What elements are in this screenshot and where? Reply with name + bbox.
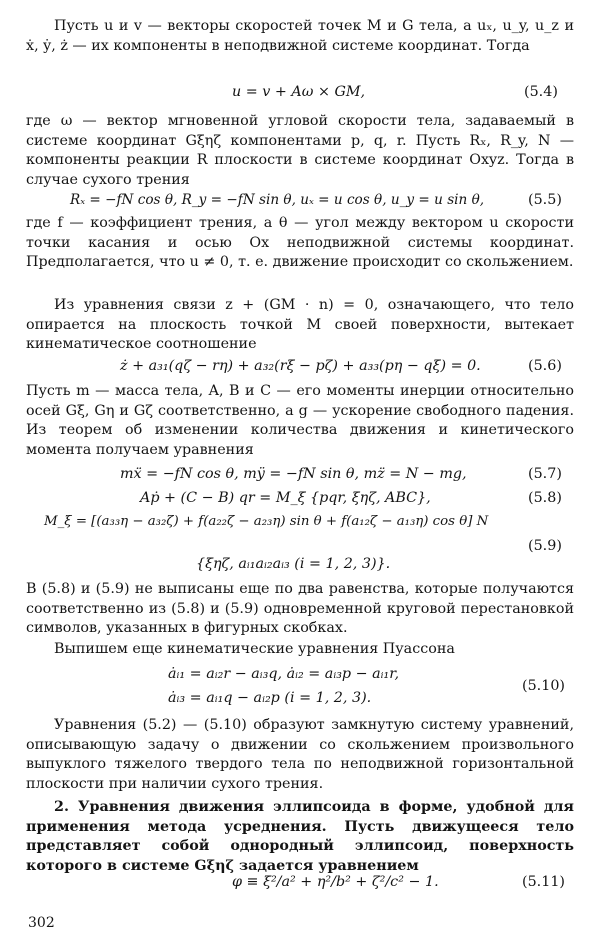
equation-number-5-9: (5.9)	[528, 538, 562, 554]
paragraph-mass-moments: Пусть m — масса тела, A, B и C — его моменты инерции относительно осей Gξ, Gη и Gζ соответственно, а g — ускорение свободного падения. Из теорем об изменении количества движения и кинетического момента получаем уравнения	[26, 383, 574, 458]
paragraph-poisson-intro: Выпишем еще кинематические уравнения Пуассона	[54, 641, 455, 657]
paragraph-constraint-equation: Из уравнения связи z + (GM · n) = 0, означающего, что тело опирается на плоскость точкой M своей поверхности, вытекает кинематическое соотношение	[26, 297, 574, 353]
equation-number-5-8: (5.8)	[528, 490, 562, 506]
equation-number-5-11: (5.11)	[522, 874, 565, 890]
equation-5-6: ż + a₃₁(qζ − rη) + a₃₂(rξ − pζ) + a₃₃(pη − qξ) = 0.	[120, 358, 481, 374]
equation-5-9-line1: M_ξ = [(a₃₃η − a₃₂ζ) + f(a₂₂ζ − a₂₃η) sin θ + f(a₁₂ζ − a₁₃η) cos θ] N	[44, 514, 489, 529]
equation-number-5-6: (5.6)	[528, 358, 562, 374]
equation-number-5-5: (5.5)	[528, 192, 562, 208]
equation-5-10-line2: ȧᵢ₃ = aᵢ₁q − aᵢ₂p (i = 1, 2, 3).	[168, 690, 372, 706]
paragraph-remaining-equalities: В (5.8) и (5.9) не выписаны еще по два равенства, которые получаются соответственно из (5.8) и (5.9) одновременной круговой перестановкой символов, указанных в фигурных скобках.	[26, 581, 574, 637]
paragraph-angular-velocity: где ω — вектор мгновенной угловой скорости тела, задаваемый в системе координат Gξηζ компонентами p, q, r. Пусть Rₓ, R_y, N — компоненты реакции R плоскости в системе координат Oxyz. Тогда в случае сухого трения	[26, 113, 574, 188]
paragraph-friction-coefficient: где f — коэффициент трения, а θ — угол между вектором u скорости точки касания и осью Ox неподвижной системы координат. Предполагается, что u ≠ 0, т. е. движение происходит со скольжением.	[26, 215, 574, 271]
equation-5-7: mẍ = −fN cos θ, mÿ = −fN sin θ, mz̈ = N − mg,	[120, 466, 467, 482]
section-heading-ellipsoid: 2. Уравнения движения эллипсоида в форме, удобной для применения метода усреднения. Пусть движущееся тело представляет собой однородный эллипсоид, поверхность которого в системе Gξηζ задается уравнением	[26, 799, 574, 874]
equation-5-8: Aṗ + (C − B) qr = M_ξ {pqr, ξηζ, ABC},	[140, 490, 431, 506]
equation-number-5-4: (5.4)	[524, 84, 558, 100]
equation-5-10-line1: ȧᵢ₁ = aᵢ₂r − aᵢ₃q, ȧᵢ₂ = aᵢ₃p − aᵢ₁r,	[168, 666, 400, 682]
equation-5-9-line2: {ξηζ, aᵢ₁aᵢ₂aᵢ₃ (i = 1, 2, 3)}.	[196, 556, 391, 572]
equation-number-5-7: (5.7)	[528, 466, 562, 482]
page-number: 302	[28, 915, 55, 931]
equation-5-4: u = v + Aω × GM,	[232, 84, 366, 100]
paragraph-velocities: Пусть u и v — векторы скоростей точек M и G тела, а uₓ, u_y, u_z и ẋ, ẏ, ż — их компоненты в неподвижной системе координат. Тогда	[26, 18, 574, 54]
equation-5-5: Rₓ = −fN cos θ, R_y = −fN sin θ, uₓ = u cos θ, u_y = u sin θ,	[70, 192, 485, 208]
paragraph-closed-system: Уравнения (5.2) — (5.10) образуют замкнутую систему уравнений, описывающую задачу о движении со скольжением произвольного выпуклого тяжелого твердого тела по неподвижной горизонтальной плоскости при наличии сухого трения.	[26, 717, 574, 792]
equation-number-5-10: (5.10)	[522, 678, 565, 694]
equation-5-11: φ ≡ ξ²/a² + η²/b² + ζ²/c² − 1.	[232, 874, 439, 890]
